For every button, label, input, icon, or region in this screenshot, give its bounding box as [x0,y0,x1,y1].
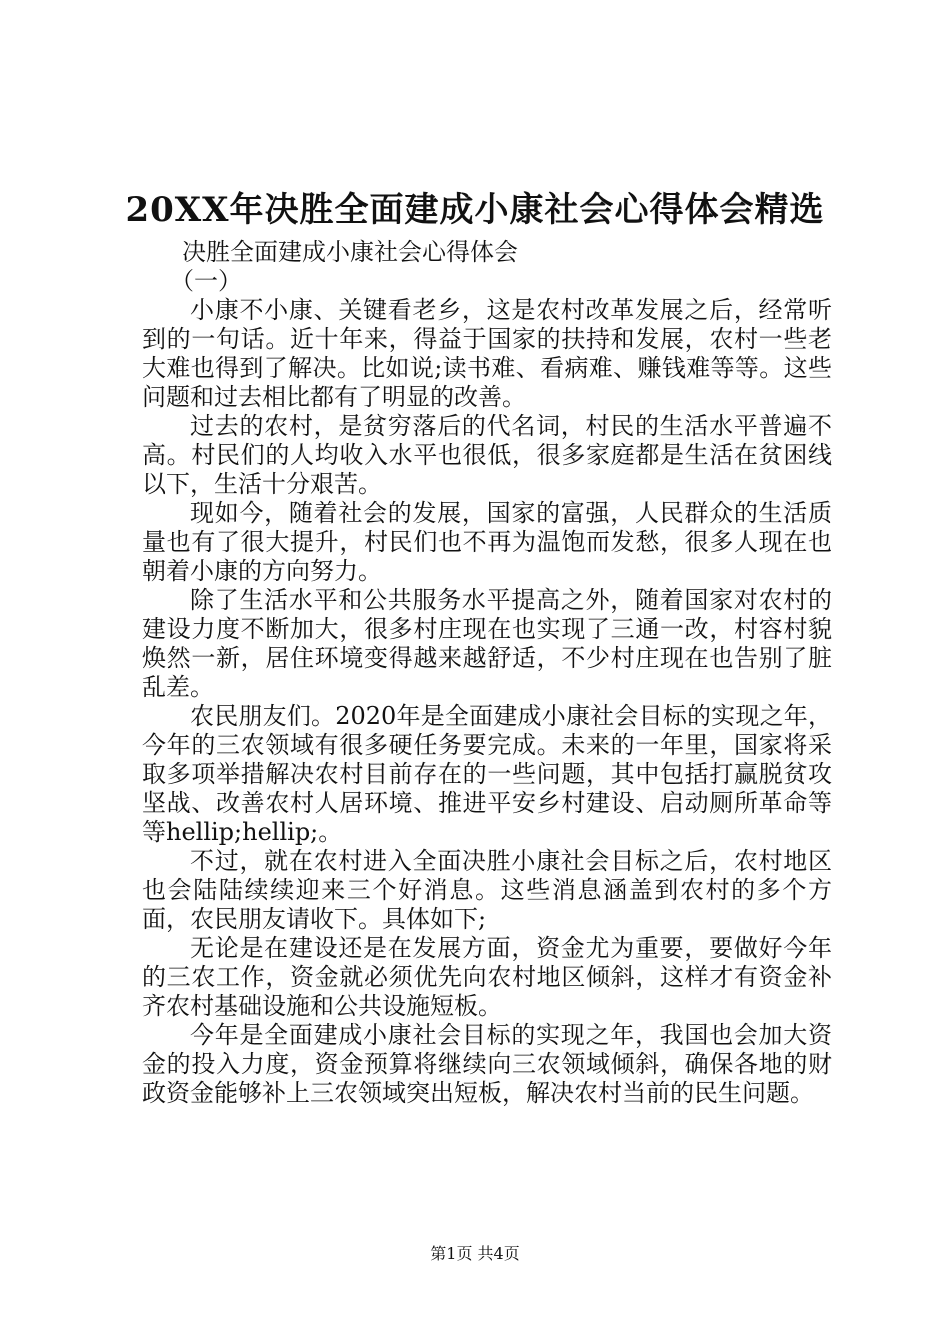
paragraph: 无论是在建设还是在发展方面，资金尤为重要，要做好今年的三农工作，资金就必须优先向农村地区倾斜，这样才有资金补齐农村基础设施和公共设施短板。 [142,934,832,1020]
paragraph: 过去的农村，是贫穷落后的代名词，村民的生活水平普遍不高。村民们的人均收入水平也很低，很多家庭都是生活在贫困线以下，生活十分艰苦。 [142,412,832,498]
paragraph: 现如今，随着社会的发展，国家的富强，人民群众的生活质量也有了很大提升，村民们也不再为温饱而发愁，很多人现在也朝着小康的方向努力。 [142,499,832,585]
paragraph: 除了生活水平和公共服务水平提高之外，随着国家对农村的建设力度不断加大，很多村庄现在也实现了三通一改，村容村貌焕然一新，居住环境变得越来越舒适，不少村庄现在也告别了脏乱差。 [142,586,832,701]
page-footer: 第1页 共4页 [430,1244,520,1263]
paragraph: 今年是全面建成小康社会目标的实现之年，我国也会加大资金的投入力度，资金预算将继续向三农领域倾斜，确保各地的财政资金能够补上三农领域突出短板，解决农村当前的民生问题。 [142,1021,832,1107]
section-number: （一） [170,267,242,295]
paragraph: 不过，就在农村进入全面决胜小康社会目标之后，农村地区也会陆陆续续迎来三个好消息。这些消息涵盖到农村的多个方面，农民朋友请收下。具体如下; [142,847,832,933]
document-body [142,238,832,1108]
document-subtitle: 决胜全面建成小康社会心得体会 [182,238,518,266]
paragraph: 小康不小康、关键看老乡，这是农村改革发展之后，经常听到的一句话。近十年来，得益于国家的扶持和发展，农村一些老大难也得到了解决。比如说;读书难、看病难、赚钱难等等。这些问题和过去相比都有了明显的改善。 [142,296,832,411]
paragraph: 农民朋友们。2020年是全面建成小康社会目标的实现之年，今年的三农领域有很多硬任务要完成。未来的一年里，国家将采取多项举措解决农村目前存在的一些问题，其中包括打赢脱贫攻坚战、改善农村人居环境、推进平安乡村建设、启动厕所革命等等hellip;hellip;。 [142,702,832,846]
document-title: 20XX年决胜全面建成小康社会心得体会精选 [125,190,825,230]
